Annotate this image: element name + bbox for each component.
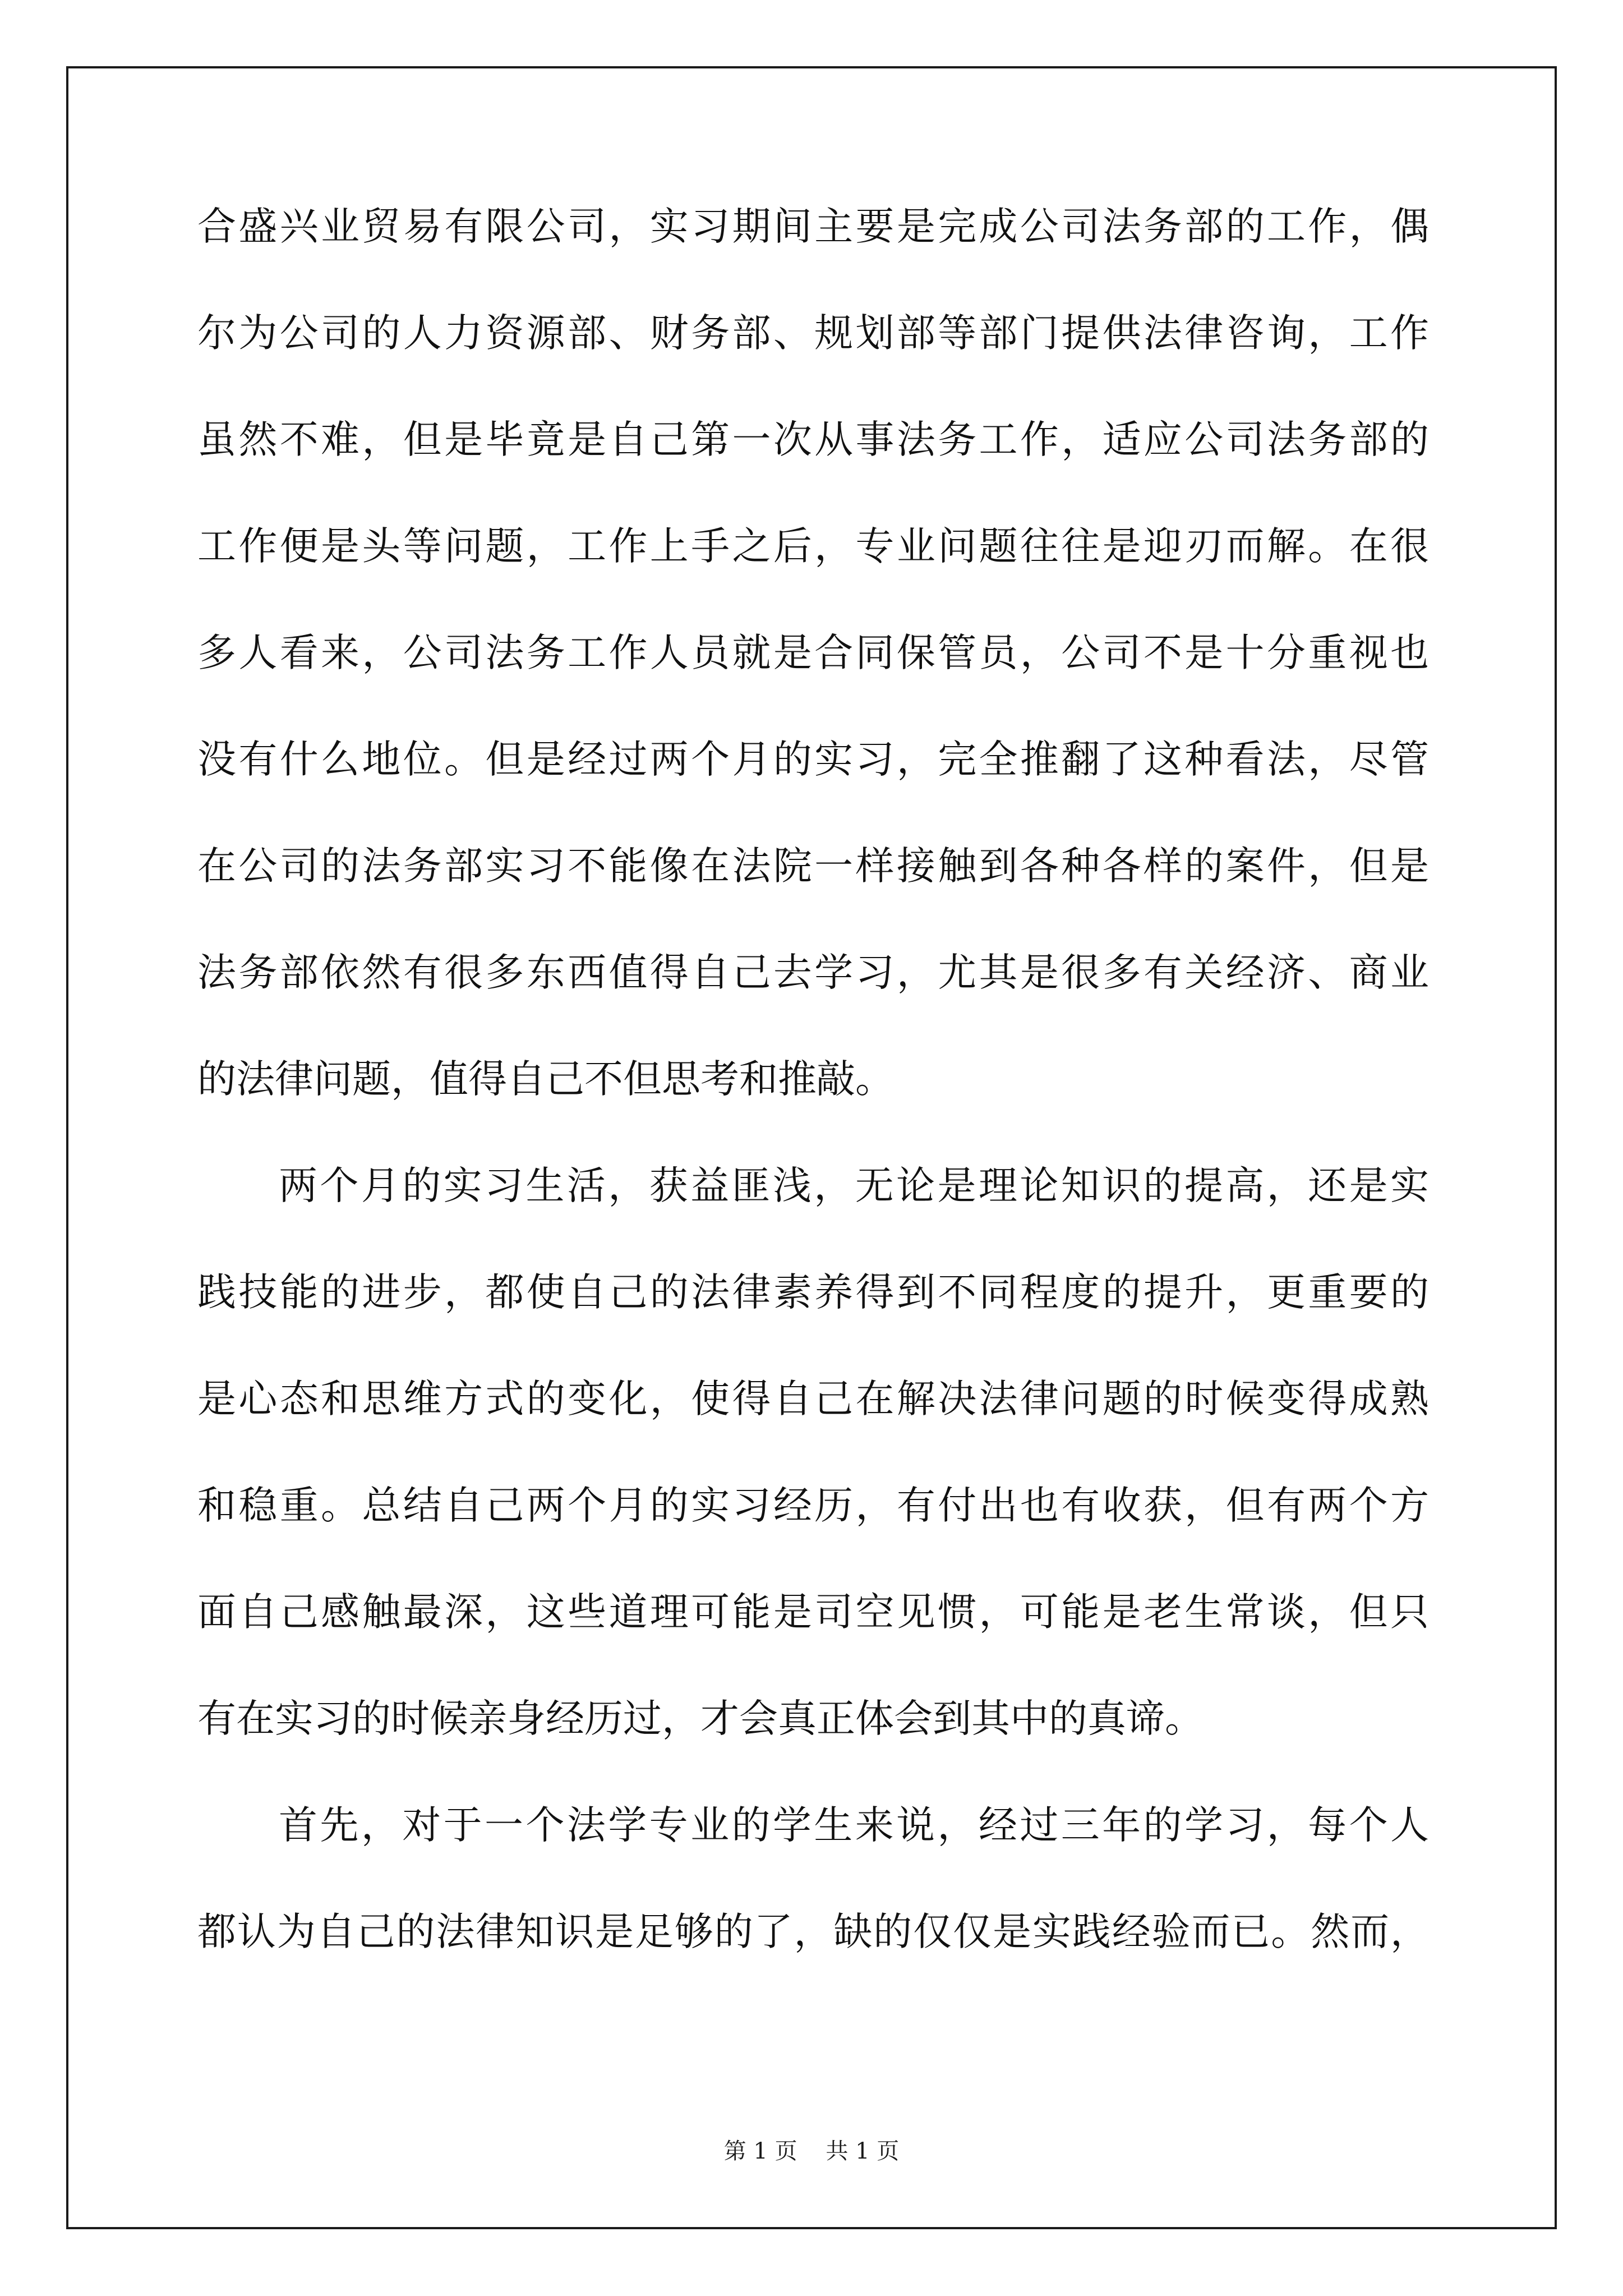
document-body — [197, 204, 1429, 2019]
text-line: 和稳重。总结自己两个月的实习经历，有付出也有收获，但有两个方 — [197, 1483, 1429, 1528]
text-line: 法务部依然有很多东西值得自己去学习，尤其是很多有关经济、商业 — [197, 950, 1429, 995]
text-line: 首先，对于一个法学专业的学生来说，经过三年的学习，每个人 — [279, 1803, 1429, 1848]
text-line: 两个月的实习生活，获益匪浅，无论是理论知识的提高，还是实 — [279, 1163, 1429, 1208]
text-line: 合盛兴业贸易有限公司，实习期间主要是完成公司法务部的工作，偶 — [197, 204, 1429, 249]
text-line: 有在实习的时候亲身经历过，才会真正体会到其中的真谛。 — [197, 1696, 1204, 1741]
text-line: 工作便是头等问题，工作上手之后，专业问题往往是迎刃而解。在很 — [197, 524, 1429, 569]
text-line: 的法律问题，值得自己不但思考和推敲。 — [197, 1057, 894, 1102]
text-line: 尔为公司的人力资源部、财务部、规划部等部门提供法律咨询，工作 — [197, 311, 1429, 356]
text-line: 多人看来，公司法务工作人员就是合同保管员，公司不是十分重视也 — [197, 631, 1429, 675]
text-line: 没有什么地位。但是经过两个月的实习，完全推翻了这种看法，尽管 — [197, 737, 1429, 782]
text-line: 践技能的进步，都使自己的法律素养得到不同程度的提升，更重要的 — [197, 1270, 1429, 1315]
text-line: 虽然不难，但是毕竟是自己第一次从事法务工作，适应公司法务部的 — [197, 417, 1429, 462]
text-line: 都认为自己的法律知识是足够的了，缺的仅仅是实践经验而已。然而， — [197, 1910, 1429, 1954]
paragraph-3 — [197, 1803, 1429, 2019]
text-line: 在公司的法务部实习不能像在法院一样接触到各种各样的案件，但是 — [197, 844, 1429, 889]
paragraph-2 — [197, 1163, 1429, 1806]
page-number-footer: 第 1 页 共 1 页 — [723, 2138, 900, 2164]
text-line: 面自己感触最深，这些道理可能是司空见惯，可能是老生常谈，但只 — [197, 1590, 1429, 1635]
text-line: 是心态和思维方式的变化，使得自己在解决法律问题的时候变得成熟 — [197, 1377, 1429, 1421]
paragraph-1 — [197, 204, 1429, 1167]
